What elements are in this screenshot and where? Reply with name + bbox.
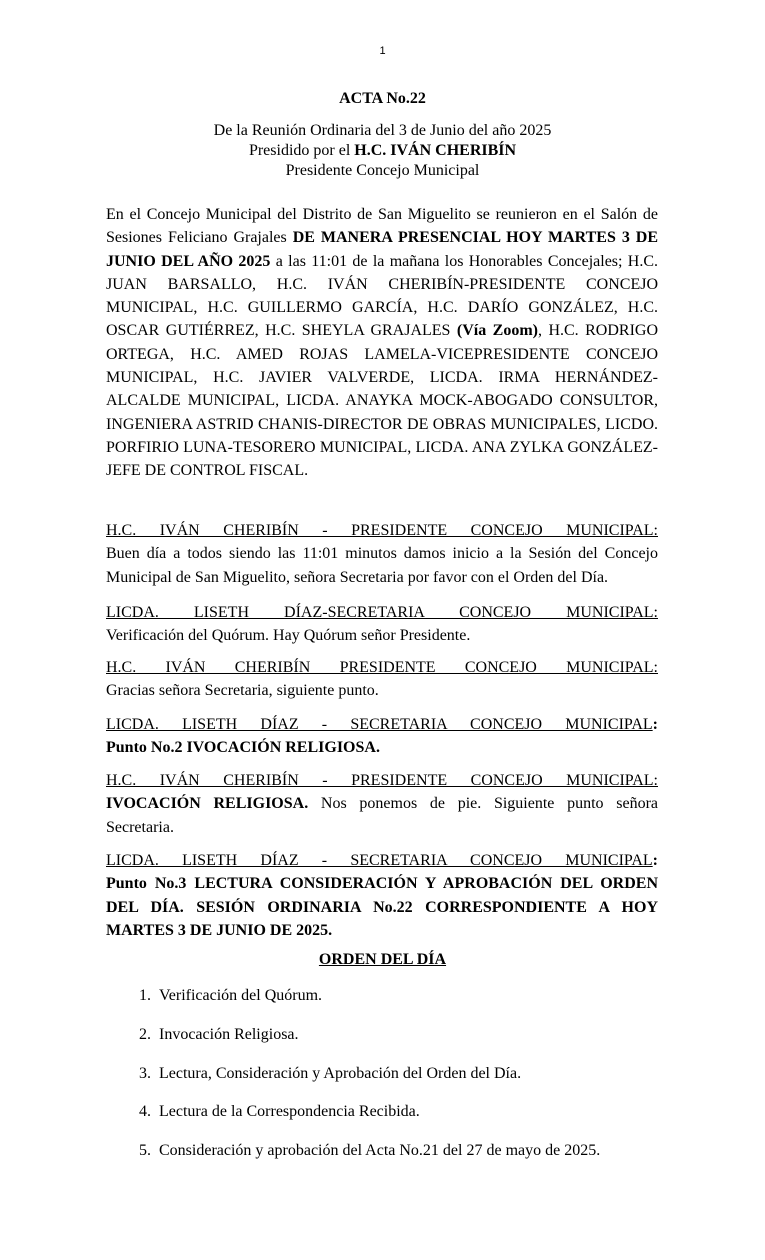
item-text: Lectura, Consideración y Aprobación del Orden del Día. bbox=[159, 1064, 522, 1082]
exchange-bold-text: Punto No.2 IVOCACIÓN RELIGIOSA. bbox=[106, 739, 380, 757]
exchange-block bbox=[106, 713, 658, 760]
exchange-text bbox=[106, 872, 658, 942]
exchange-block bbox=[106, 519, 658, 589]
speaker-colon: : bbox=[652, 716, 658, 733]
item-number: 1. bbox=[139, 987, 151, 1004]
intro-part-1: En el Concejo Municipal del Distrito de San Miguelito se reunieron en el Salón de Sesiones Feliciano Grajales bbox=[106, 206, 658, 247]
item-number: 2. bbox=[139, 1025, 151, 1043]
exchange-text bbox=[106, 736, 658, 759]
speaker-label: H.C. IVÁN CHERIBÍN - PRESIDENTE CONCEJO MUNICIPAL: bbox=[106, 772, 658, 789]
exchange-text: Gracias señora Secretaria, siguiente punto. bbox=[106, 682, 379, 700]
exchange-text bbox=[106, 792, 658, 839]
intro-bold-2: (Vía Zoom) bbox=[456, 322, 539, 340]
speaker-label bbox=[106, 713, 658, 736]
orden-del-dia-list bbox=[106, 985, 600, 1179]
item-text: Lectura de la Correspondencia Recibida. bbox=[159, 1103, 420, 1121]
exchange-block bbox=[106, 656, 658, 703]
presiding-name: H.C. IVÁN CHERIBÍN bbox=[354, 142, 517, 159]
exchange-block bbox=[106, 601, 658, 648]
intro-bold-1: DE MANERA PRESENCIAL HOY MARTES 3 DE JUNIO DEL AÑO 2025 bbox=[106, 229, 659, 270]
item-text: Consideración y aprobación del Acta No.21 del 27 de mayo de 2025. bbox=[159, 1142, 601, 1160]
subtitle-prefix: Presidido por el bbox=[248, 142, 355, 159]
exchange-bold-text: IVOCACIÓN RELIGIOSA. bbox=[106, 795, 309, 813]
list-item bbox=[106, 1063, 600, 1102]
exchange-text: Buen día a todos siendo las 11:01 minutos damos inicio a la Sesión del Concejo Municipal de San Miguelito, señora Secretaria por favor con el Orden del Día. bbox=[106, 545, 658, 586]
speaker-label bbox=[106, 849, 658, 872]
list-item bbox=[106, 1024, 600, 1063]
subtitle-line-2 bbox=[0, 141, 765, 161]
list-item bbox=[106, 1140, 600, 1179]
exchange-text: Verificación del Quórum. Hay Quórum señor Presidente. bbox=[106, 627, 471, 645]
document-title: ACTA No.22 bbox=[339, 90, 426, 107]
subtitle-line-3: Presidente Concejo Municipal bbox=[285, 162, 480, 179]
document-subheading bbox=[0, 121, 765, 181]
intro-part-2: a las 11:01 de la mañana los Honorables Concejales; H.C. JUAN BARSALLO, H.C. IVÁN CHERIBÍN-PRESIDENTE CONCEJO MUNICIPAL, H.C. GUILLERMO GARCÍA, H.C. DARÍO GONZÁLEZ, H.C. OSCAR GUTIÉRREZ, H.C. SHEYLA GRAJALES bbox=[106, 252, 659, 340]
speaker-label: H.C. IVÁN CHERIBÍN - PRESIDENTE CONCEJO MUNICIPAL: bbox=[106, 522, 658, 539]
list-item bbox=[106, 1101, 600, 1140]
subtitle-line-1: De la Reunión Ordinaria del 3 de Junio del año 2025 bbox=[213, 122, 552, 139]
item-number: 5. bbox=[139, 1142, 151, 1160]
exchange-bold-text: Punto No.3 LECTURA CONSIDERACIÓN Y APROBACIÓN DEL ORDEN DEL DÍA. SESIÓN ORDINARIA No.22 CORRESPONDIENTE A HOY MARTES 3 DE JUNIO DE 2025. bbox=[106, 875, 658, 939]
speaker-colon: : bbox=[652, 852, 658, 869]
exchange-block bbox=[106, 769, 658, 839]
item-text: Invocación Religiosa. bbox=[159, 1025, 299, 1043]
page-number: 1 bbox=[379, 45, 386, 57]
speaker-name: LICDA. LISETH DÍAZ - SECRETARIA CONCEJO MUNICIPAL bbox=[106, 852, 653, 869]
exchange-block bbox=[106, 849, 658, 942]
speaker-label: H.C. IVÁN CHERIBÍN PRESIDENTE CONCEJO MUNICIPAL: bbox=[106, 659, 658, 676]
intro-part-3: , H.C. RODRIGO ORTEGA, H.C. AMED ROJAS LAMELA-VICEPRESIDENTE CONCEJO MUNICIPAL, H.C. JAVIER VALVERDE, LICDA. IRMA HERNÁNDEZ-ALCALDE MUNICIPAL, LICDA. ANAYKA MOCK-ABOGADO CONSULTOR, INGENIERA ASTRID CHANIS-DIRECTOR DE OBRAS MUNICIPALES, LICDO. PORFIRIO LUNA-TESORERO MUNICIPAL, LICDA. ANA ZYLKA GONZÁLEZ-JEFE DE CONTROL FISCAL. bbox=[106, 322, 659, 480]
item-text: Verificación del Quórum. bbox=[159, 987, 323, 1004]
item-number: 3. bbox=[139, 1064, 151, 1082]
list-item bbox=[106, 985, 600, 1024]
speaker-name: LICDA. LISETH DÍAZ - SECRETARIA CONCEJO MUNICIPAL bbox=[106, 716, 653, 733]
speaker-label: LICDA. LISETH DÍAZ-SECRETARIA CONCEJO MUNICIPAL: bbox=[106, 604, 658, 621]
intro-paragraph bbox=[106, 203, 658, 483]
item-number: 4. bbox=[139, 1103, 151, 1121]
orden-del-dia-title: ORDEN DEL DÍA bbox=[318, 951, 447, 968]
exchange-plain-text: Nos ponemos de pie. Siguiente punto señora Secretaria. bbox=[106, 795, 658, 836]
